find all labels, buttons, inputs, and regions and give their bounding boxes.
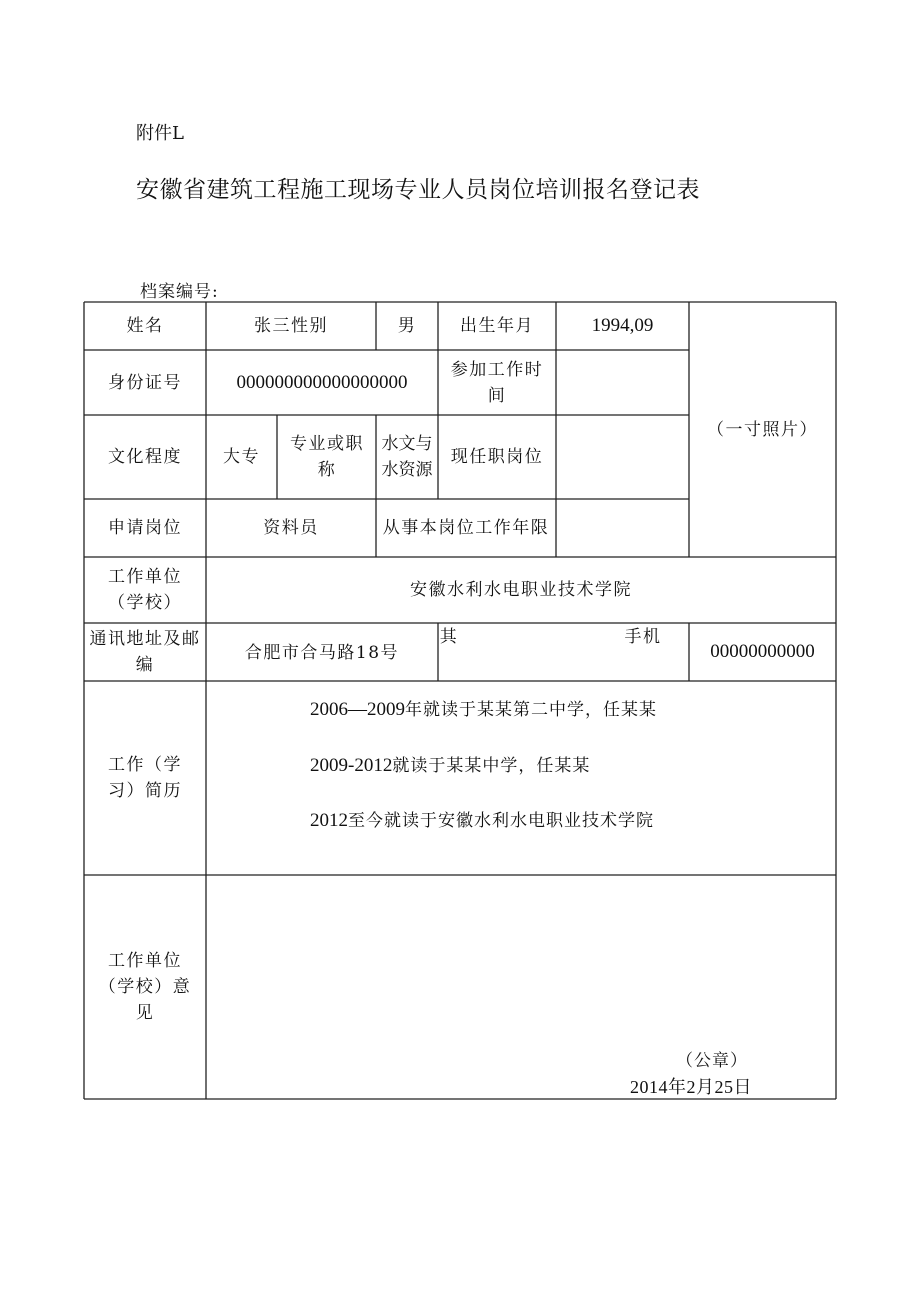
history-entry: 2012至今就读于安徽水利水电职业技术学院 (310, 810, 654, 831)
gender-value[interactable]: 男 (397, 316, 417, 336)
birth-value[interactable]: 1994,09 (591, 315, 654, 336)
page-title: 安徽省建筑工程施工现场专业人员岗位培训报名登记表 (136, 177, 700, 203)
current-post-value[interactable] (556, 415, 689, 499)
work-start-label: 参加工作时间 (450, 359, 544, 406)
sign-date: 2014年2月25日 (630, 1077, 752, 1097)
current-post-label: 现任职岗位 (450, 447, 544, 467)
apply-post-value[interactable]: 资料员 (263, 518, 319, 538)
opinion-label: 工作单位（学校）意见 (98, 951, 192, 1023)
apply-post-label: 申请岗位 (108, 518, 182, 538)
employer-label: 工作单位（学校） (108, 567, 182, 613)
id-label: 身份证号 (108, 372, 182, 393)
employer-value[interactable]: 安徽水利水电职业技术学院 (410, 580, 632, 600)
work-start-value[interactable] (556, 350, 689, 415)
years-label: 从事本岗位工作年限 (382, 518, 550, 538)
birth-label: 出生年月 (460, 316, 534, 336)
address-value[interactable]: 合肥市合马路18号 (244, 643, 400, 663)
history-entry: 2006—2009年就读于某某第二中学，任某某 (310, 699, 657, 720)
name-label: 姓名 (126, 316, 164, 336)
photo-placeholder: （一寸照片） (707, 419, 818, 440)
name-gender-value[interactable]: 张三性别 (254, 316, 328, 336)
address-label: 通讯地址及邮编 (89, 629, 201, 675)
mobile-label: 手机 (624, 627, 662, 647)
mobile-value[interactable]: 00000000000 (710, 641, 815, 662)
education-label: 文化程度 (108, 447, 182, 467)
file-number-label: 档案编号: (140, 282, 219, 302)
major-label: 专业或职称 (290, 434, 364, 480)
major-value[interactable]: 水文与水资源 (381, 434, 433, 480)
education-value[interactable]: 大专 (223, 447, 260, 467)
id-value[interactable]: 000000000000000000 (236, 371, 408, 393)
seal-label: （公章） (676, 1051, 748, 1071)
annex-label: 附件L (136, 123, 184, 144)
years-value[interactable] (556, 499, 689, 557)
opinion-value[interactable] (206, 875, 836, 1035)
other-label: 其 (439, 627, 459, 647)
history-label: 工作（学习）简历 (108, 755, 182, 801)
history-entry: 2009-2012就读于某某中学，任某某 (310, 755, 591, 776)
